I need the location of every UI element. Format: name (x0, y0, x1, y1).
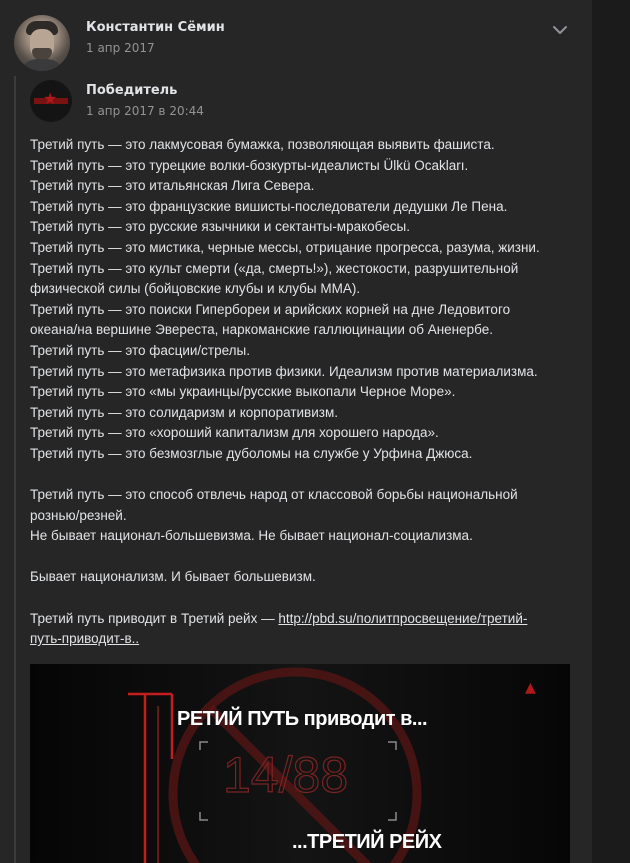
text-line: Третий путь — это лакмусовая бумажка, позволяющая выявить фашиста. (30, 137, 495, 152)
text-line: Третий путь — это метафизика против физики. Идеализм против материализма. (30, 363, 538, 379)
text-line: Третий путь — это безмозглые дуболомы на службе у Урфина Джюса. (30, 445, 473, 461)
text-line: Третий путь — это итальянская Лига Севера. (30, 178, 315, 194)
link-line (30, 629, 578, 650)
post-text (30, 135, 578, 650)
preview-title-top: РЕТИЙ ПУТЬ приводит в... (177, 708, 428, 730)
text-line: Бывает национализм. И бывает большевизм. (30, 569, 316, 585)
chevron-down-icon[interactable] (550, 22, 570, 38)
paragraph-gap (30, 588, 578, 609)
text-line: Не бывает национал-большевизма. Не бывает национал-социализма. (30, 528, 473, 544)
text-line: физической силы (бойцовские клубы и клубы ММА). (30, 281, 361, 297)
star-icon: ▲ (525, 680, 536, 696)
repost-author-name[interactable]: Победитель (86, 83, 178, 98)
text-line: Третий путь — это русские язычники и сектанты-мракобесы. (30, 219, 410, 235)
page-side-strip (592, 0, 630, 863)
preview-title-bottom: ...ТРЕТИЙ РЕЙХ (292, 831, 442, 853)
repost-indicator-line (14, 76, 16, 863)
text-line: Третий путь — это солидаризм и корпоративизм. (30, 404, 338, 420)
text-line: Третий путь — это поиски Гипербореи и арийских корней на дне Ледовитого (30, 301, 511, 317)
paragraph-gap (30, 465, 578, 486)
preview-numbers: 14/88 (223, 747, 349, 803)
repost-date[interactable]: 1 апр 2017 в 20:44 (86, 104, 204, 118)
text-line: Третий путь — это способ отвлечь народ от классовой борьбы национальной (30, 487, 518, 503)
post-date[interactable]: 1 апр 2017 (86, 41, 155, 55)
text-line: Третий путь — это «мы украинцы/русские выкопали Черное Море». (30, 384, 456, 400)
text-line: Третий путь — это мистика, черные мессы, отрицание прогресса, разума, жизни. (30, 239, 540, 255)
link-intro: Третий путь приводит в Третий рейх — (30, 610, 279, 626)
text-line: Третий путь — это культ смерти («да, смерть!»), жестокости, разрушительной (30, 260, 519, 276)
avatar-shirt (18, 59, 66, 71)
article-preview-image[interactable] (30, 664, 570, 863)
text-line: океана/на вершине Эвереста, наркоманские галлюцинации об Аненербе. (30, 322, 493, 338)
repost-avatar[interactable] (30, 80, 72, 122)
text-line: рознью/резней. (30, 507, 127, 523)
text-line: Третий путь — это французские вишисты-последователи дедушки Ле Пена. (30, 198, 508, 214)
author-name[interactable]: Константин Сёмин (86, 20, 225, 35)
text-line: Третий путь — это турецкие волки-бозкурты-идеалисты Ülkü Ocakları. (30, 157, 469, 173)
text-line: Третий путь — это «хороший капитализм для хорошего народа». (30, 425, 439, 441)
author-avatar[interactable] (14, 15, 70, 71)
link-line (30, 609, 578, 630)
text-line: Третий путь — это фасции/стрелы. (30, 342, 250, 358)
article-link-continued[interactable]: путь-приводит-в.. (30, 631, 140, 647)
paragraph-gap (30, 547, 578, 568)
star-icon: ★ (43, 89, 58, 108)
article-link[interactable]: http://pbd.su/политпросвещение/третий- (278, 610, 528, 626)
